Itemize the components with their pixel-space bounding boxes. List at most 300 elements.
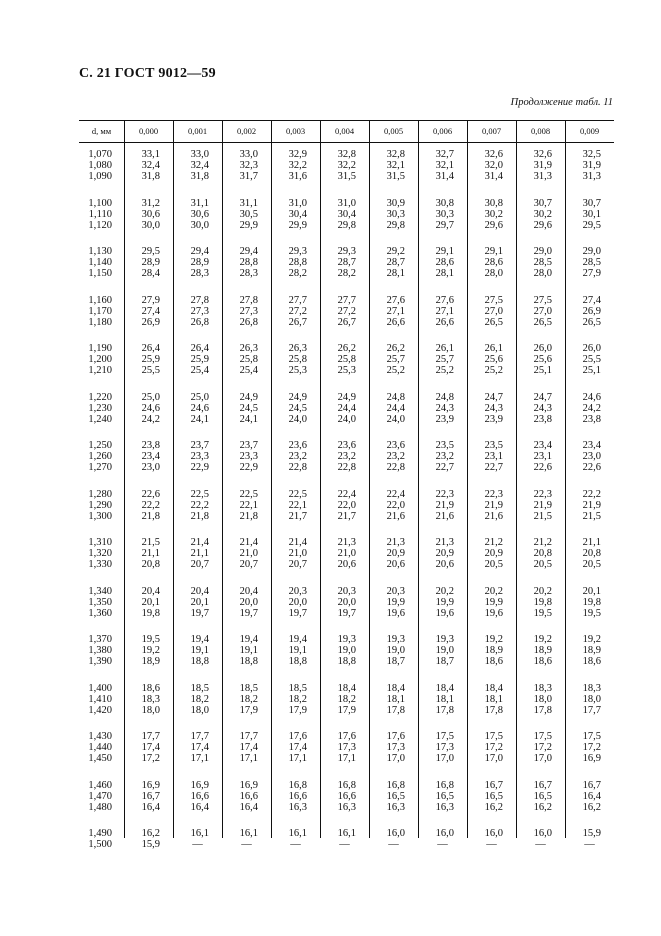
value-cell: 19,9 xyxy=(386,596,405,608)
column-header-value: 0,004 xyxy=(334,126,355,136)
value-cell: 16,0 xyxy=(386,828,405,839)
column-divider xyxy=(418,120,419,838)
value-cell: 18,1 xyxy=(386,693,405,705)
value-cell: 17,4 xyxy=(141,742,160,754)
value-cell: 22,8 xyxy=(386,462,405,474)
value-cell: 16,9 xyxy=(582,753,601,765)
value-cell: 25,4 xyxy=(190,365,209,377)
value-cell: 17,9 xyxy=(337,704,356,716)
value-cell: 23,2 xyxy=(288,451,307,463)
value-cell: 20,1 xyxy=(582,585,601,597)
value-cell: 18,3 xyxy=(141,693,160,705)
value-cell: 25,6 xyxy=(484,354,503,366)
value-cell: 31,4 xyxy=(484,171,503,183)
table-row xyxy=(79,365,614,376)
value-cell: 23,9 xyxy=(484,413,503,425)
value-cell: 16,1 xyxy=(288,828,307,839)
diameter-cell: 1,090 xyxy=(88,171,112,183)
value-cell: 33,1 xyxy=(141,149,160,160)
value-cell: 17,8 xyxy=(533,704,552,716)
value-cell: 24,8 xyxy=(386,391,405,403)
value-cell: 18,9 xyxy=(141,656,160,668)
diameter-cell: 1,360 xyxy=(88,607,112,619)
diameter-cell: 1,230 xyxy=(88,402,112,414)
row-group xyxy=(79,392,614,426)
table-row xyxy=(79,780,614,791)
value-cell: 17,2 xyxy=(582,742,601,754)
row-group xyxy=(79,683,614,717)
value-cell: 17,4 xyxy=(239,742,258,754)
diameter-cell: 1,500 xyxy=(88,839,112,851)
value-cell: 29,5 xyxy=(141,246,160,257)
diameter-cell: 1,170 xyxy=(88,305,112,317)
value-cell: 26,7 xyxy=(288,316,307,328)
value-cell: 31,4 xyxy=(435,171,454,183)
value-cell: 23,5 xyxy=(484,440,503,451)
table-row xyxy=(79,839,614,850)
table-row xyxy=(79,828,614,839)
value-cell: 16,6 xyxy=(190,790,209,802)
table-row xyxy=(79,246,614,257)
value-cell: 26,9 xyxy=(141,316,160,328)
value-cell: 32,4 xyxy=(141,160,160,172)
diameter-cell: 1,180 xyxy=(88,316,112,328)
value-cell: 19,5 xyxy=(582,607,601,619)
value-cell: 19,7 xyxy=(288,607,307,619)
value-cell: 17,0 xyxy=(533,753,552,765)
value-cell: 26,0 xyxy=(582,343,601,354)
table-row xyxy=(79,548,614,559)
row-group xyxy=(79,149,614,183)
value-cell: 17,4 xyxy=(288,742,307,754)
diameter-cell: 1,300 xyxy=(88,510,112,522)
table-header-row xyxy=(79,120,614,143)
value-cell: 21,8 xyxy=(190,510,209,522)
value-cell: 28,8 xyxy=(288,257,307,269)
value-cell: 17,5 xyxy=(435,731,454,742)
value-cell: 23,4 xyxy=(533,440,552,451)
value-cell: 28,4 xyxy=(141,268,160,280)
value-cell: 19,4 xyxy=(288,634,307,645)
value-cell: 23,0 xyxy=(141,462,160,474)
value-cell: 24,8 xyxy=(435,391,454,403)
value-cell: 25,8 xyxy=(239,354,258,366)
value-cell: 24,7 xyxy=(533,391,552,403)
value-cell: 19,7 xyxy=(190,607,209,619)
value-cell: 18,2 xyxy=(288,693,307,705)
value-cell: 28,9 xyxy=(141,257,160,269)
column-divider xyxy=(173,120,174,838)
value-cell: 23,8 xyxy=(582,413,601,425)
value-cell: 16,4 xyxy=(239,801,258,813)
column-header-value: 0,003 xyxy=(285,126,306,136)
value-cell: 21,3 xyxy=(337,537,356,548)
value-cell: 19,2 xyxy=(484,634,503,645)
value-cell: 29,5 xyxy=(582,219,601,231)
value-cell: 18,6 xyxy=(484,656,503,668)
table-row xyxy=(79,451,614,462)
value-cell: — xyxy=(290,839,301,851)
value-cell: 18,8 xyxy=(337,656,356,668)
value-cell: 22,7 xyxy=(484,462,503,474)
value-cell: 20,8 xyxy=(141,559,160,571)
diameter-cell: 1,340 xyxy=(88,585,112,597)
value-cell: 30,0 xyxy=(141,219,160,231)
value-cell: 20,4 xyxy=(239,585,258,597)
value-cell: 32,4 xyxy=(190,160,209,172)
value-cell: 19,7 xyxy=(337,607,356,619)
value-cell: 28,6 xyxy=(484,257,503,269)
value-cell: 16,1 xyxy=(190,828,209,839)
value-cell: 21,5 xyxy=(582,510,601,522)
value-cell: 20,1 xyxy=(190,596,209,608)
value-cell: 22,5 xyxy=(288,488,307,500)
value-cell: 25,6 xyxy=(533,354,552,366)
value-cell: 23,6 xyxy=(386,440,405,451)
value-cell: 18,3 xyxy=(533,682,552,694)
value-cell: 21,8 xyxy=(141,510,160,522)
table-row xyxy=(79,171,614,182)
column-divider xyxy=(516,120,517,838)
value-cell: 25,3 xyxy=(288,365,307,377)
value-cell: 24,0 xyxy=(288,413,307,425)
value-cell: 22,5 xyxy=(239,488,258,500)
value-cell: 25,1 xyxy=(533,365,552,377)
column-header-d: d, мм xyxy=(91,126,112,136)
table-row xyxy=(79,802,614,813)
value-cell: 27,7 xyxy=(337,294,356,306)
value-cell: 21,2 xyxy=(484,537,503,548)
value-cell: 29,7 xyxy=(435,219,454,231)
value-cell: 16,2 xyxy=(484,801,503,813)
value-cell: 26,8 xyxy=(239,316,258,328)
table-row xyxy=(79,198,614,209)
value-cell: 21,1 xyxy=(190,548,209,560)
column-divider xyxy=(222,120,223,838)
diameter-cell: 1,480 xyxy=(88,801,112,813)
value-cell: 28,3 xyxy=(190,268,209,280)
diameter-cell: 1,080 xyxy=(88,160,112,172)
value-cell: 22,2 xyxy=(141,499,160,511)
value-cell: 19,0 xyxy=(337,645,356,657)
value-cell: — xyxy=(192,839,203,851)
value-cell: 17,6 xyxy=(288,731,307,742)
value-cell: 28,6 xyxy=(435,257,454,269)
value-cell: 20,9 xyxy=(435,548,454,560)
column-header-value: 0,002 xyxy=(236,126,257,136)
value-cell: 20,2 xyxy=(435,585,454,597)
value-cell: 27,0 xyxy=(533,305,552,317)
value-cell: 30,9 xyxy=(386,197,405,209)
column-divider xyxy=(369,120,370,838)
value-cell: 17,5 xyxy=(484,731,503,742)
value-cell: 22,6 xyxy=(533,462,552,474)
value-cell: 27,0 xyxy=(484,305,503,317)
value-cell: 28,3 xyxy=(239,268,258,280)
table-row xyxy=(79,160,614,171)
value-cell: 16,3 xyxy=(337,801,356,813)
value-cell: 18,8 xyxy=(190,656,209,668)
value-cell: 17,6 xyxy=(337,731,356,742)
value-cell: 31,2 xyxy=(141,197,160,209)
value-cell: 16,8 xyxy=(435,779,454,791)
diameter-cell: 1,120 xyxy=(88,219,112,231)
value-cell: 16,0 xyxy=(435,828,454,839)
value-cell: 23,9 xyxy=(435,413,454,425)
value-cell: 32,5 xyxy=(582,149,601,160)
diameter-cell: 1,100 xyxy=(88,197,112,209)
value-cell: 16,5 xyxy=(533,790,552,802)
value-cell: 19,6 xyxy=(484,607,503,619)
value-cell: 21,7 xyxy=(288,510,307,522)
value-cell: 20,0 xyxy=(239,596,258,608)
table-row xyxy=(79,753,614,764)
value-cell: — xyxy=(388,839,399,851)
value-cell: 16,2 xyxy=(533,801,552,813)
value-cell: 23,7 xyxy=(190,440,209,451)
value-cell: 16,1 xyxy=(337,828,356,839)
value-cell: 29,8 xyxy=(386,219,405,231)
value-cell: 29,1 xyxy=(484,246,503,257)
value-cell: 29,6 xyxy=(484,219,503,231)
value-cell: 17,8 xyxy=(435,704,454,716)
value-cell: 30,0 xyxy=(190,219,209,231)
diameter-cell: 1,140 xyxy=(88,257,112,269)
value-cell: 24,3 xyxy=(484,402,503,414)
value-cell: 26,6 xyxy=(386,316,405,328)
value-cell: 32,8 xyxy=(337,149,356,160)
row-group xyxy=(79,731,614,765)
value-cell: 22,0 xyxy=(386,499,405,511)
table-row xyxy=(79,586,614,597)
value-cell: 22,0 xyxy=(337,499,356,511)
value-cell: 20,0 xyxy=(288,596,307,608)
value-cell: 32,2 xyxy=(337,160,356,172)
table-row xyxy=(79,537,614,548)
table-row xyxy=(79,634,614,645)
value-cell: 31,1 xyxy=(239,197,258,209)
table-row xyxy=(79,462,614,473)
value-cell: 21,0 xyxy=(239,548,258,560)
value-cell: 20,6 xyxy=(435,559,454,571)
value-cell: 19,0 xyxy=(386,645,405,657)
value-cell: 28,8 xyxy=(239,257,258,269)
diameter-cell: 1,390 xyxy=(88,656,112,668)
table-row xyxy=(79,645,614,656)
table-row xyxy=(79,511,614,522)
value-cell: 21,3 xyxy=(386,537,405,548)
value-cell: 19,9 xyxy=(435,596,454,608)
value-cell: 30,7 xyxy=(582,197,601,209)
value-cell: 18,0 xyxy=(141,704,160,716)
diameter-cell: 1,310 xyxy=(88,537,112,548)
value-cell: 16,3 xyxy=(288,801,307,813)
row-group xyxy=(79,537,614,571)
value-cell: 24,9 xyxy=(239,391,258,403)
value-cell: 24,9 xyxy=(337,391,356,403)
value-cell: 27,6 xyxy=(386,294,405,306)
value-cell: 24,6 xyxy=(582,391,601,403)
value-cell: 20,2 xyxy=(533,585,552,597)
value-cell: 17,1 xyxy=(239,753,258,765)
value-cell: 20,5 xyxy=(533,559,552,571)
value-cell: 21,1 xyxy=(141,548,160,560)
value-cell: 18,1 xyxy=(484,693,503,705)
value-cell: 23,3 xyxy=(239,451,258,463)
value-cell: 27,3 xyxy=(190,305,209,317)
value-cell: 25,2 xyxy=(484,365,503,377)
value-cell: 24,2 xyxy=(141,413,160,425)
column-divider xyxy=(124,120,125,838)
value-cell: 24,5 xyxy=(288,402,307,414)
value-cell: 21,0 xyxy=(337,548,356,560)
value-cell: 30,4 xyxy=(288,208,307,220)
value-cell: 22,8 xyxy=(288,462,307,474)
value-cell: 27,9 xyxy=(582,268,601,280)
value-cell: 19,9 xyxy=(484,596,503,608)
value-cell: 20,9 xyxy=(484,548,503,560)
value-cell: 20,6 xyxy=(337,559,356,571)
value-cell: 28,7 xyxy=(386,257,405,269)
column-header-value: 0,006 xyxy=(432,126,453,136)
value-cell: 20,3 xyxy=(337,585,356,597)
value-cell: 25,8 xyxy=(288,354,307,366)
diameter-cell: 1,260 xyxy=(88,451,112,463)
value-cell: 32,1 xyxy=(435,160,454,172)
value-cell: 23,1 xyxy=(533,451,552,463)
diameter-cell: 1,070 xyxy=(88,149,112,160)
value-cell: 16,0 xyxy=(533,828,552,839)
value-cell: 26,2 xyxy=(337,343,356,354)
value-cell: 16,1 xyxy=(239,828,258,839)
value-cell: 19,0 xyxy=(435,645,454,657)
value-cell: 31,3 xyxy=(582,171,601,183)
value-cell: 21,6 xyxy=(484,510,503,522)
table-row xyxy=(79,306,614,317)
value-cell: 27,3 xyxy=(239,305,258,317)
value-cell: 22,9 xyxy=(190,462,209,474)
value-cell: 16,3 xyxy=(435,801,454,813)
diameter-cell: 1,280 xyxy=(88,488,112,500)
value-cell: 19,1 xyxy=(288,645,307,657)
value-cell: 18,5 xyxy=(239,682,258,694)
value-cell: 17,0 xyxy=(386,753,405,765)
column-header-value: 0,009 xyxy=(579,126,600,136)
value-cell: 26,3 xyxy=(288,343,307,354)
value-cell: 16,4 xyxy=(190,801,209,813)
value-cell: 26,5 xyxy=(533,316,552,328)
value-cell: 21,1 xyxy=(582,537,601,548)
diameter-cell: 1,410 xyxy=(88,693,112,705)
value-cell: 30,4 xyxy=(337,208,356,220)
table-row xyxy=(79,742,614,753)
value-cell: 27,8 xyxy=(190,294,209,306)
row-group xyxy=(79,343,614,377)
column-divider xyxy=(565,120,566,838)
value-cell: 21,9 xyxy=(484,499,503,511)
value-cell: 20,3 xyxy=(288,585,307,597)
column-divider xyxy=(320,120,321,838)
value-cell: 18,8 xyxy=(288,656,307,668)
value-cell: 28,0 xyxy=(484,268,503,280)
column-header-value: 0,000 xyxy=(138,126,159,136)
value-cell: 31,6 xyxy=(288,171,307,183)
value-cell: — xyxy=(584,839,595,851)
value-cell: — xyxy=(241,839,252,851)
value-cell: 22,8 xyxy=(337,462,356,474)
value-cell: 16,8 xyxy=(337,779,356,791)
value-cell: 25,7 xyxy=(386,354,405,366)
value-cell: 22,2 xyxy=(582,488,601,500)
value-cell: 23,3 xyxy=(190,451,209,463)
value-cell: 20,1 xyxy=(141,596,160,608)
value-cell: 32,3 xyxy=(239,160,258,172)
value-cell: 20,7 xyxy=(288,559,307,571)
value-cell: 16,9 xyxy=(190,779,209,791)
value-cell: 32,9 xyxy=(288,149,307,160)
table-row xyxy=(79,489,614,500)
value-cell: 20,5 xyxy=(484,559,503,571)
value-cell: 15,9 xyxy=(582,828,601,839)
value-cell: 23,1 xyxy=(484,451,503,463)
value-cell: 17,3 xyxy=(386,742,405,754)
value-cell: 19,6 xyxy=(386,607,405,619)
value-cell: 25,9 xyxy=(190,354,209,366)
diameter-cell: 1,320 xyxy=(88,548,112,560)
value-cell: 19,3 xyxy=(435,634,454,645)
value-cell: 19,2 xyxy=(533,634,552,645)
value-cell: 16,5 xyxy=(386,790,405,802)
value-cell: 16,6 xyxy=(239,790,258,802)
value-cell: 25,0 xyxy=(190,391,209,403)
value-cell: 27,5 xyxy=(484,294,503,306)
value-cell: 22,6 xyxy=(141,488,160,500)
value-cell: 19,2 xyxy=(141,645,160,657)
value-cell: 22,6 xyxy=(582,462,601,474)
value-cell: 27,4 xyxy=(582,294,601,306)
value-cell: 17,1 xyxy=(190,753,209,765)
value-cell: 26,7 xyxy=(337,316,356,328)
table-row xyxy=(79,705,614,716)
value-cell: 25,7 xyxy=(435,354,454,366)
value-cell: 28,5 xyxy=(582,257,601,269)
value-cell: 31,7 xyxy=(239,171,258,183)
value-cell: 17,1 xyxy=(337,753,356,765)
value-cell: 18,2 xyxy=(190,693,209,705)
value-cell: 21,8 xyxy=(239,510,258,522)
value-cell: 22,9 xyxy=(239,462,258,474)
table-row xyxy=(79,608,614,619)
value-cell: 24,0 xyxy=(386,413,405,425)
value-cell: 24,7 xyxy=(484,391,503,403)
value-cell: 17,1 xyxy=(288,753,307,765)
diameter-cell: 1,190 xyxy=(88,343,112,354)
value-cell: 16,6 xyxy=(337,790,356,802)
value-cell: 26,1 xyxy=(435,343,454,354)
value-cell: 19,5 xyxy=(533,607,552,619)
value-cell: 18,4 xyxy=(484,682,503,694)
row-group xyxy=(79,586,614,620)
value-cell: 29,4 xyxy=(190,246,209,257)
value-cell: 18,5 xyxy=(288,682,307,694)
value-cell: 23,7 xyxy=(239,440,258,451)
row-group xyxy=(79,634,614,668)
column-header-value: 0,007 xyxy=(481,126,502,136)
value-cell: 16,8 xyxy=(288,779,307,791)
value-cell: 18,6 xyxy=(582,656,601,668)
value-cell: 22,3 xyxy=(435,488,454,500)
value-cell: 23,8 xyxy=(533,413,552,425)
